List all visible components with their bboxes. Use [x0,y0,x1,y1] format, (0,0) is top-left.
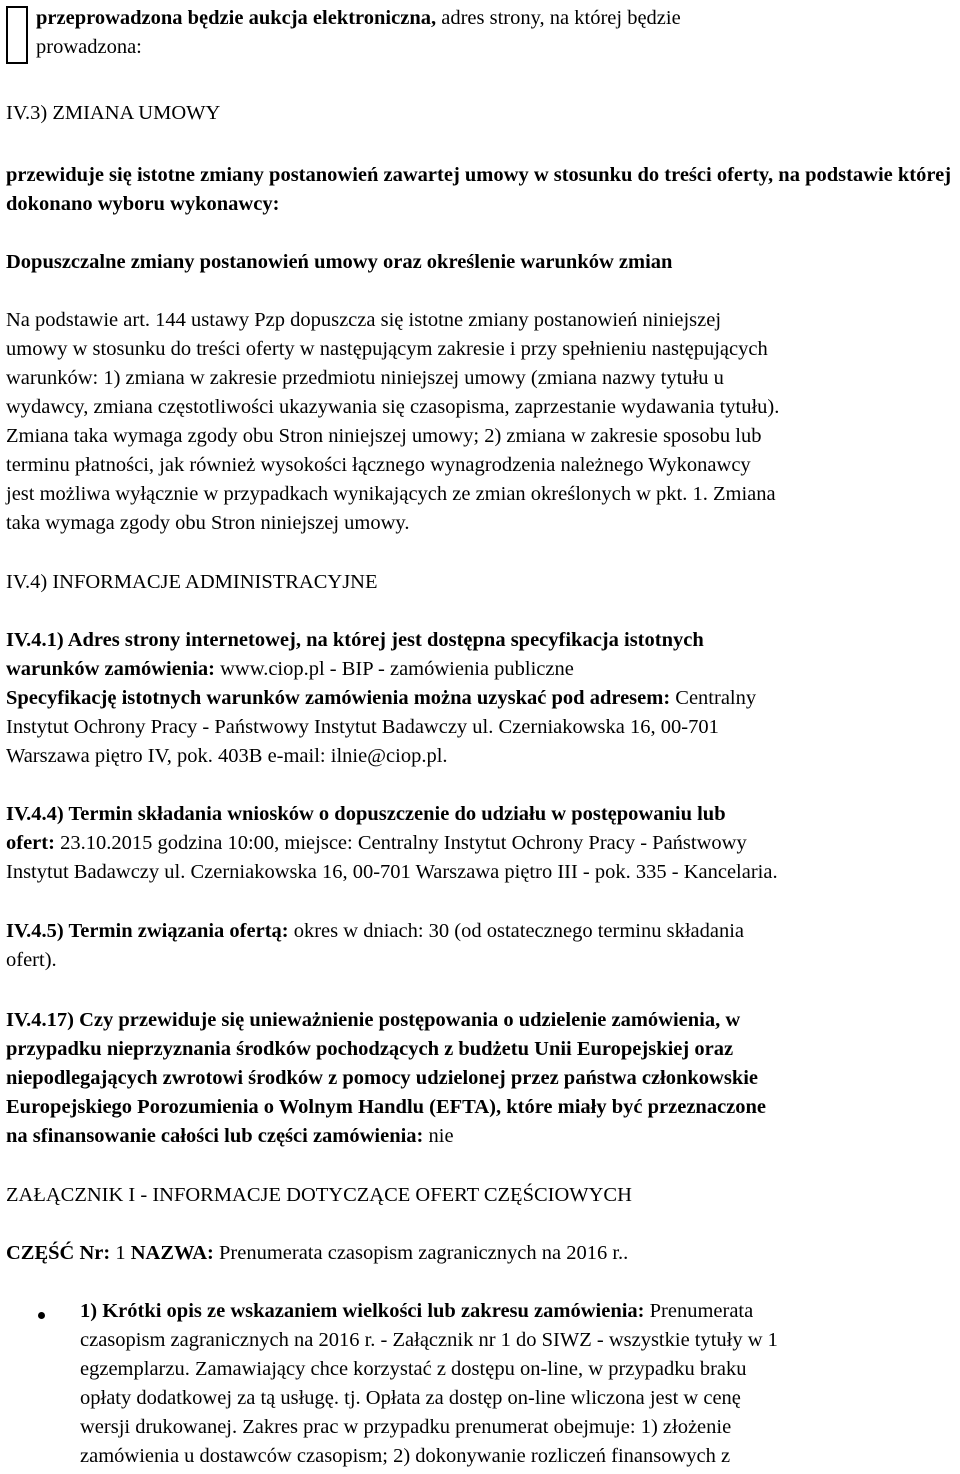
iv41-text: Centralny [670,687,757,709]
iv41-line: Instytut Ochrony Pracy - Państwowy Instytut Badawczy ul. Czerniakowska 16, 00-701 [6,716,719,738]
iv41-bold: Specyfikację istotnych warunków zamówienia można uzyskać pod adresem: [6,687,671,709]
section-iv44 [6,800,956,887]
iv41-bold: IV.4.1) Adres strony internetowej, na której jest dostępna specyfikacja istotnych [6,629,704,651]
iv41-line: Warszawa piętro IV, pok. 403B e-mail: ilnie@ciop.pl. [6,745,448,767]
changes-line: taka wymaga zgody obu Stron niniejszej umowy. [6,512,410,534]
iv417-line [6,1064,956,1093]
checkbox-icon [6,6,28,64]
bullet-line: zamówienia u dostawców czasopism; 2) dokonywanie rozliczeń finansowych z [80,1445,731,1467]
auction-line [36,4,956,62]
iv41-line [6,655,956,684]
iv44-bold: ofert: [6,832,55,854]
changes-line: Na podstawie art. 144 ustawy Pzp dopuszcza się istotne zmiany postanowień niniejszej [6,309,722,331]
iv41-bold: warunków zamówienia: [6,658,215,680]
iv417-bold: niepodlegających zwrotowi środków z pomocy udzielonej przez państwa członkowskie [6,1067,759,1089]
iv417-line [6,1035,956,1064]
part-name-label: NAZWA: [130,1242,214,1264]
annex-title: ZAŁĄCZNIK I - INFORMACJE DOTYCZĄCE OFERT CZĘŚCIOWYCH [6,1184,632,1206]
iv417-bold: przypadku nieprzyznania środków pochodzących z budżetu Unii Europejskiej oraz [6,1038,734,1060]
bullet-text: Prenumerata [644,1300,754,1322]
part-name: Prenumerata czasopism zagranicznych na 2016 r.. [213,1242,629,1264]
auction-rest: adres strony, na której będzie [436,7,681,29]
part-line [6,1239,956,1268]
section-heading-iv3: IV.3) ZMIANA UMOWY [6,102,221,124]
iv44-line: Instytut Badawczy ul. Czerniakowska 16, 00-701 Warszawa piętro III - pok. 335 - Kancelaria. [6,861,778,883]
changes-line: terminu płatności, jak również wysokości łącznego wynagrodzenia należnego Wykonawcy [6,454,751,476]
bullet-line: wersji drukowanej. Zakres prac w przypadku prenumerat obejmuje: 1) złożenie [80,1416,732,1438]
part-nr-label: CZĘŚĆ Nr: [6,1242,111,1264]
section-iv417 [6,1006,956,1151]
changes-paragraph [6,306,956,538]
iv44-text: 23.10.2015 godzina 10:00, miejsce: Centralny Instytut Ochrony Pracy - Państwowy [54,832,747,854]
iv417-line [6,1122,956,1151]
iv45-line [6,917,956,946]
iv417-line [6,1093,956,1122]
changes-line: Zmiana taka wymaga zgody obu Stron niniejszej umowy; 2) zmiana w zakresie sposobu lub [6,425,762,447]
section-heading-iv4: IV.4) INFORMACJE ADMINISTRACYJNE [6,571,378,593]
changes-question-text: przewiduje się istotne zmiany postanowień zawartej umowy w stosunku do treści oferty, na podstawie której dokonano wyboru wykonawcy: [6,164,952,215]
changes-line: warunków: 1) zmiana w zakresie przedmiotu niniejszej umowy (zmiana nazwy tytułu u [6,367,724,389]
iv41-text: www.ciop.pl - BIP - zamówienia publiczne [214,658,574,680]
iv44-bold: IV.4.4) Termin składania wniosków o dopuszczenie do udziału w postępowaniu lub [6,803,726,825]
iv45-text: okres w dniach: 30 (od ostatecznego terminu składania [288,920,745,942]
iv41-line [6,684,956,713]
bullet-line: czasopism zagranicznych na 2016 r. - Załącznik nr 1 do SIWZ - wszystkie tytuły w 1 [80,1329,778,1351]
bullet-bold: 1) Krótki opis ze wskazaniem wielkości lub zakresu zamówienia: [80,1300,645,1322]
iv417-bold: IV.4.17) Czy przewiduje się unieważnienie postępowania o udzielenie zamówienia, w [6,1009,741,1031]
iv45-line: ofert). [6,949,57,971]
iv41-line [6,626,956,655]
bullet-line [80,1297,956,1326]
changes-line: jest możliwa wyłącznie w przypadkach wynikających ze zmian określonych w pkt. 1. Zmiana [6,483,776,505]
changes-heading [6,248,956,277]
part-nr: 1 [110,1242,131,1264]
bullet-icon [38,1312,45,1319]
iv417-answer: nie [423,1125,454,1147]
bullet-line: egzemplarzu. Zamawiający chce korzystać z dostępu on-line, w przypadku braku [80,1358,747,1380]
changes-heading-text: Dopuszczalne zmiany postanowień umowy oraz określenie warunków zmian [6,251,673,273]
auction-line2: prowadzona: [36,36,142,58]
auction-bold: przeprowadzona będzie aukcja elektroniczna, [36,7,437,29]
iv417-line [6,1006,956,1035]
changes-line: umowy w stosunku do treści oferty w następującym zakresie i przy spełnieniu następujących [6,338,768,360]
changes-question [6,161,956,219]
iv44-line [6,829,956,858]
iv417-bold: na sfinansowanie całości lub części zamówienia: [6,1125,424,1147]
iv44-line [6,800,956,829]
bullet-line: opłaty dodatkowej za tą usługę. tj. Opłata za dostęp on-line wliczona jest w cenę [80,1387,741,1409]
section-iv41 [6,626,956,771]
changes-line: wydawcy, zmiana częstotliwości ukazywania się czasopisma, zaprzestanie wydawania tytułu). [6,396,780,418]
iv45-bold: IV.4.5) Termin związania ofertą: [6,920,289,942]
iv417-bold: Europejskiego Porozumienia o Wolnym Handlu (EFTA), które miały być przeznaczone [6,1096,767,1118]
bullet-item-description [80,1297,956,1471]
section-iv45 [6,917,956,975]
